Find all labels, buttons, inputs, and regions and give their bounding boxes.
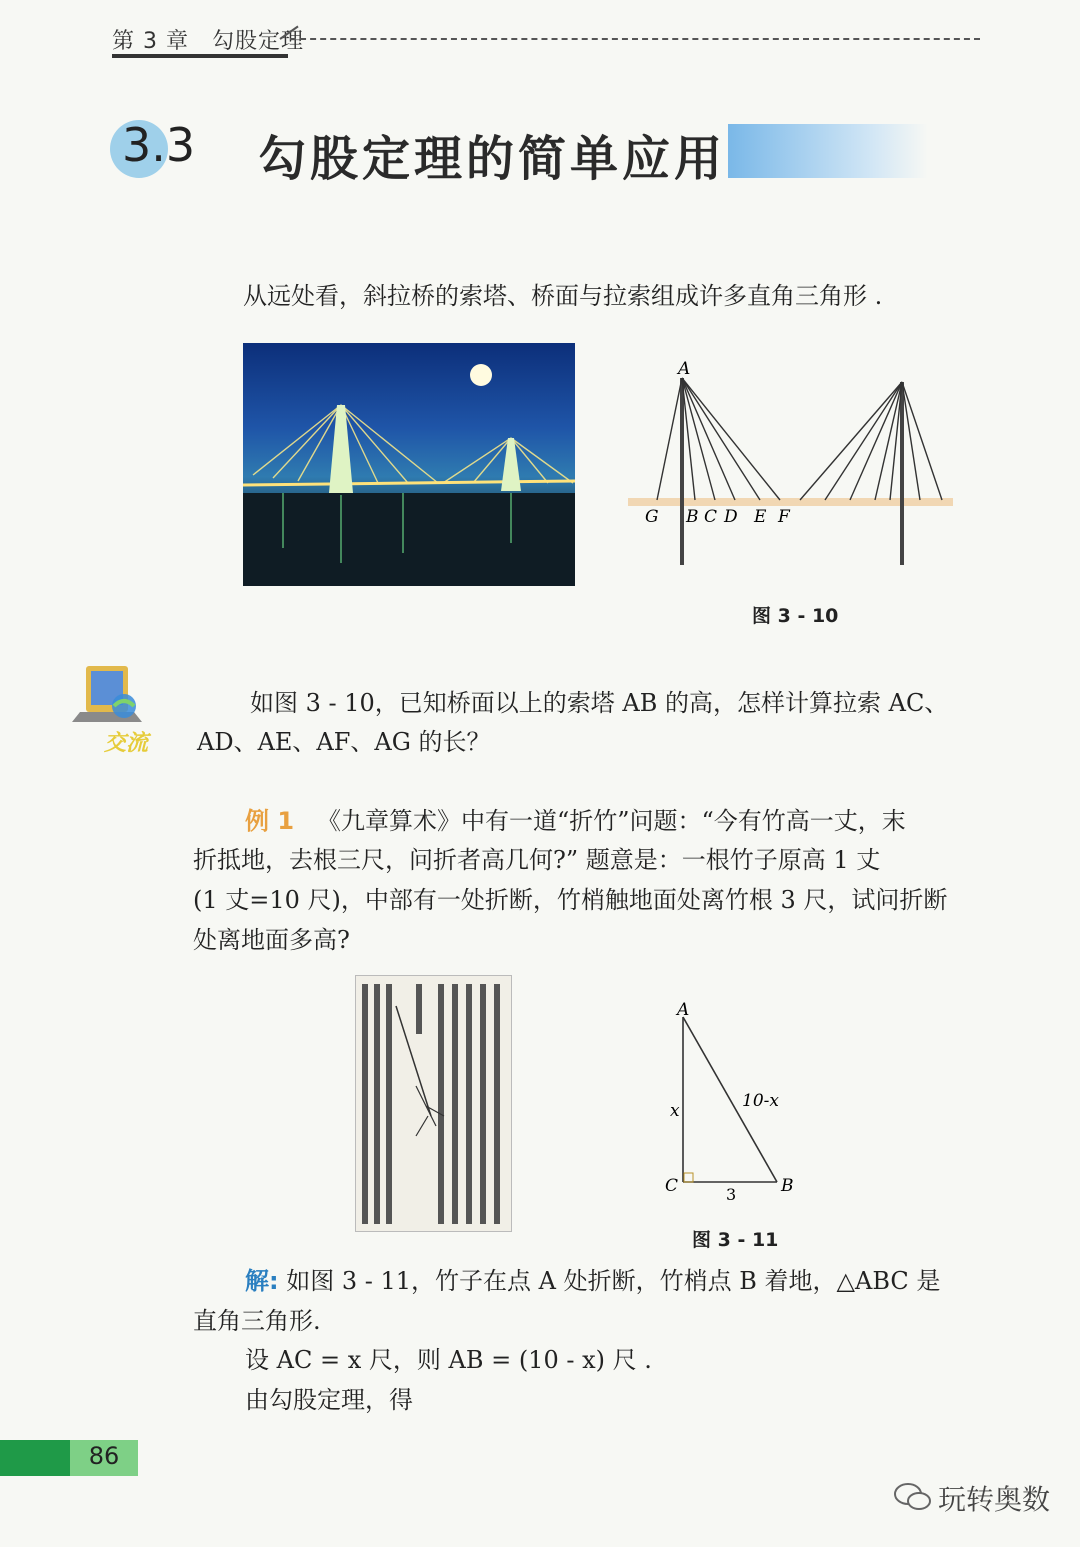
bridge-photo bbox=[243, 343, 575, 586]
fig311-label-b: B bbox=[781, 1176, 794, 1196]
figure-3-10 bbox=[620, 360, 960, 570]
example-line-4: 处离地面多高? bbox=[193, 926, 350, 954]
fig310-label-c: C bbox=[704, 507, 718, 527]
fig310-label-a: A bbox=[678, 360, 691, 379]
solution-line-2: 直角三角形. bbox=[193, 1307, 321, 1335]
header-dashed-rule bbox=[290, 38, 980, 40]
solution-label: 解: bbox=[245, 1267, 279, 1295]
figure-3-11 bbox=[655, 995, 805, 1210]
fig310-label-b: B bbox=[686, 507, 699, 527]
fig310-label-f: F bbox=[778, 507, 790, 527]
ancient-text-image bbox=[355, 975, 512, 1232]
fig310-label-d: D bbox=[724, 507, 738, 527]
section-number: 3.3 bbox=[122, 118, 196, 172]
fig311-label-x: x bbox=[670, 1101, 680, 1121]
example-line-1: 例 1 《九章算术》中有一道“折竹”问题：“今有竹高一丈，末 bbox=[245, 807, 906, 835]
fig311-label-base: 3 bbox=[726, 1185, 737, 1204]
page-number: 86 bbox=[88, 1442, 120, 1470]
section-title-bar bbox=[728, 124, 928, 178]
fig311-label-hypotenuse: 10-x bbox=[742, 1091, 779, 1111]
fig310-label-e: E bbox=[754, 507, 767, 527]
fig310-label-g: G bbox=[645, 507, 659, 527]
discussion-line-2: AD、AE、AF、AG 的长？ bbox=[197, 728, 491, 756]
wechat-icon bbox=[893, 1480, 933, 1514]
intro-paragraph: 从远处看，斜拉桥的索塔、桥面与拉索组成许多直角三角形 . bbox=[243, 282, 883, 310]
discussion-line-1: 如图 3 - 10，已知桥面以上的索塔 AB 的高，怎样计算拉索 AC、 bbox=[250, 689, 949, 717]
discussion-icon-label: 交流 bbox=[104, 731, 149, 756]
example-line-3: (1 丈=10 尺)，中部有一处折断，竹梢触地面处离竹根 3 尺，试问折断 bbox=[193, 886, 948, 914]
section-title: 勾股定理的简单应用 bbox=[258, 131, 727, 187]
solution-line-3: 设 AC = x 尺，则 AB = (10 - x) 尺 . bbox=[245, 1346, 652, 1374]
example-line-2: 折抵地，去根三尺，问折者高几何?” 题意是：一根竹子原高 1 丈 bbox=[193, 846, 881, 874]
page-number-bar bbox=[0, 1440, 70, 1476]
header-underline bbox=[112, 54, 288, 58]
chapter-header: 第 3 章 勾股定理 bbox=[112, 29, 304, 54]
figure-3-11-caption: 图 3 - 11 bbox=[692, 1229, 779, 1251]
example-label: 例 1 bbox=[245, 807, 295, 835]
solution-line-4: 由勾股定理，得 bbox=[245, 1386, 413, 1414]
watermark-text: 玩转奥数 bbox=[938, 1483, 1051, 1516]
fig311-label-a: A bbox=[677, 1000, 690, 1020]
solution-line-1: 解: 如图 3 - 11，竹子在点 A 处折断，竹梢点 B 着地，△ABC 是 bbox=[245, 1267, 941, 1295]
fig311-label-c: C bbox=[665, 1176, 679, 1196]
figure-3-10-caption: 图 3 - 10 bbox=[752, 605, 839, 627]
